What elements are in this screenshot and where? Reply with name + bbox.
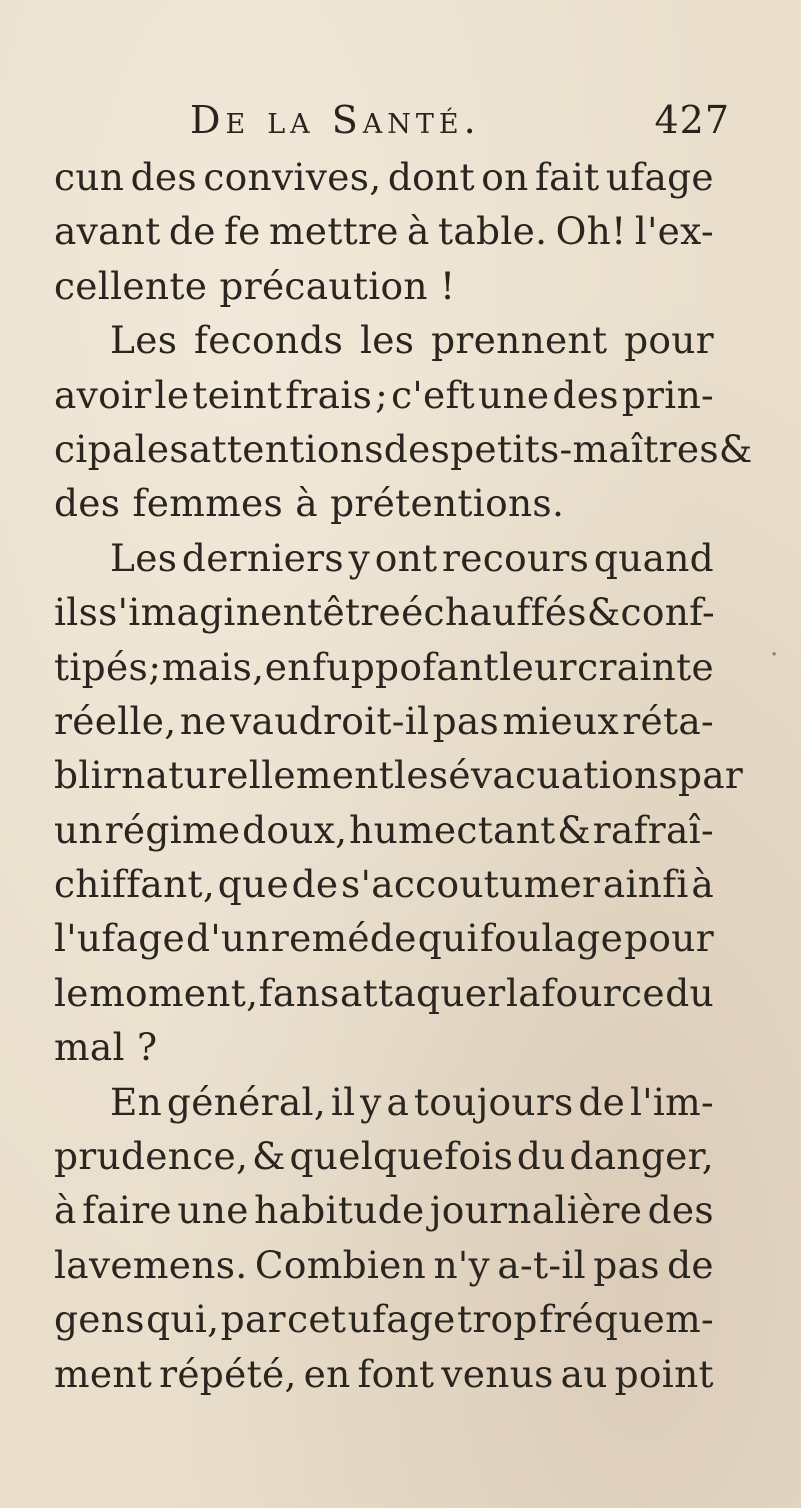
- word: leur: [499, 644, 577, 689]
- word: doux,: [242, 807, 348, 852]
- word: à: [407, 209, 430, 254]
- word: moment,: [89, 970, 259, 1015]
- word: qui: [417, 916, 479, 961]
- word: Oh!: [555, 209, 627, 254]
- word: &: [557, 807, 591, 852]
- word: ;: [375, 372, 389, 417]
- text-line: [54, 531, 714, 585]
- word: répété,: [159, 1351, 297, 1396]
- word: fréquem-: [539, 1297, 714, 1342]
- text-line: [54, 640, 714, 694]
- word: s'accoutumer: [341, 862, 601, 907]
- word: de: [291, 862, 339, 907]
- word: une: [177, 1188, 249, 1233]
- word: fe: [224, 209, 261, 254]
- word: teint: [192, 372, 283, 417]
- word: petits-maîtres: [450, 426, 719, 471]
- word: de: [168, 209, 216, 254]
- word: les: [394, 753, 449, 798]
- word: fuppofant: [312, 644, 499, 689]
- word: ufage: [605, 155, 714, 199]
- line-text: des femmes à prétentions.: [54, 481, 565, 526]
- text-line: [54, 748, 744, 802]
- word: y: [360, 1079, 382, 1124]
- word: des: [383, 426, 451, 471]
- word: fait: [534, 155, 600, 199]
- word: par: [220, 1297, 286, 1342]
- word: prin-: [621, 372, 714, 417]
- word: venus: [441, 1351, 554, 1396]
- word: dont: [387, 155, 475, 199]
- word: à: [54, 1188, 77, 1233]
- word: journalière: [429, 1188, 643, 1233]
- word: naturellement: [121, 753, 395, 798]
- word: mais,: [161, 644, 265, 689]
- word: danger,: [569, 1134, 714, 1179]
- word: quelquefois: [289, 1134, 514, 1179]
- text-line: [54, 1183, 714, 1237]
- word: ;: [148, 644, 162, 689]
- text-line: [54, 368, 714, 422]
- word: y: [348, 535, 371, 580]
- word: avoir: [54, 372, 152, 417]
- word: ainfi: [602, 862, 689, 907]
- word: lavemens.: [54, 1242, 248, 1287]
- word: l'ufage: [54, 916, 185, 961]
- word: pour: [624, 318, 714, 363]
- word: Combien: [254, 1242, 427, 1287]
- word: toujours: [413, 1079, 574, 1124]
- word: être: [322, 590, 402, 635]
- word: du: [665, 970, 714, 1015]
- word: blir: [54, 753, 122, 798]
- word: du: [516, 1134, 566, 1179]
- text-line: [54, 1292, 714, 1346]
- word: feconds: [194, 318, 344, 363]
- word: ne: [179, 698, 227, 743]
- page-number: 427: [654, 98, 730, 142]
- word: font: [357, 1351, 435, 1396]
- word: réta-: [622, 698, 714, 743]
- word: foulage: [479, 916, 624, 961]
- word: ufage: [347, 1297, 456, 1342]
- margin-speck: ·: [770, 640, 779, 670]
- text-line: [54, 422, 753, 476]
- word: mettre: [268, 209, 399, 254]
- text-line: [54, 1347, 714, 1401]
- word: fans: [258, 970, 340, 1015]
- text-line: [54, 313, 714, 367]
- word: En: [110, 1079, 163, 1124]
- word: chiffant,: [54, 862, 216, 907]
- word: l'ex-: [634, 209, 714, 254]
- word: prudence,: [54, 1134, 249, 1179]
- text-line: [54, 259, 714, 313]
- word: une: [478, 372, 550, 417]
- word: l'im-: [629, 1079, 714, 1124]
- word: en: [303, 1351, 351, 1396]
- word: en: [264, 644, 312, 689]
- word: pas: [593, 1242, 660, 1287]
- text-line: [54, 803, 714, 857]
- word: à: [691, 862, 714, 907]
- word: faire: [82, 1188, 172, 1233]
- word: de: [578, 1079, 626, 1124]
- word: évacuations: [448, 753, 678, 798]
- word: point: [614, 1351, 714, 1396]
- word: réelle,: [54, 698, 177, 743]
- word: habitude: [254, 1188, 425, 1233]
- word: attentions: [188, 426, 384, 471]
- word: mieux: [502, 698, 619, 743]
- word: qui,: [146, 1297, 220, 1342]
- word: &: [586, 590, 621, 635]
- text-line: [54, 911, 714, 965]
- word: ont: [374, 535, 438, 580]
- running-title: De la Santé.: [190, 98, 481, 142]
- word: le: [154, 372, 190, 417]
- word: gens: [54, 1297, 145, 1342]
- text-line: [54, 1020, 714, 1074]
- word: que: [217, 862, 289, 907]
- word: recours: [442, 535, 590, 580]
- word: on: [481, 155, 529, 199]
- text-line: [54, 1129, 714, 1183]
- word: vaudroit-il: [230, 698, 430, 743]
- word: les: [359, 318, 415, 363]
- text-line: [54, 857, 714, 911]
- word: trop: [456, 1297, 538, 1342]
- line-text: cellente précaution !: [54, 263, 456, 308]
- word: Les: [110, 535, 178, 580]
- text-line: [54, 476, 714, 530]
- word: cet: [287, 1297, 347, 1342]
- word: de: [667, 1242, 714, 1287]
- word: attaquer: [340, 970, 506, 1015]
- line-text: mal ?: [54, 1025, 158, 1070]
- word: tipés: [54, 644, 149, 689]
- text-line: [54, 1075, 714, 1129]
- body-text: [54, 150, 753, 1401]
- word: des: [130, 155, 197, 199]
- word: pas: [432, 698, 500, 743]
- word: &: [252, 1134, 286, 1179]
- word: avant: [54, 209, 161, 254]
- word: convives,: [203, 155, 382, 199]
- text-line: [54, 966, 714, 1020]
- word: cun: [54, 155, 125, 199]
- word: conf-: [620, 590, 715, 635]
- word: a-t-il: [497, 1242, 586, 1287]
- word: pour: [624, 916, 714, 961]
- text-line: [54, 694, 714, 748]
- word: Les: [110, 318, 178, 363]
- word: le: [54, 970, 89, 1015]
- word: crainte: [577, 644, 714, 689]
- word: échauffés: [401, 590, 587, 635]
- word: d'un: [186, 916, 270, 961]
- word: s'imaginent: [98, 590, 323, 635]
- word: des: [647, 1188, 714, 1233]
- running-head: [190, 98, 730, 150]
- word: humectant: [349, 807, 556, 852]
- text-line: [54, 150, 714, 204]
- word: ils: [54, 590, 99, 635]
- word: fource: [541, 970, 665, 1015]
- word: rafraî-: [592, 807, 714, 852]
- word: au: [560, 1351, 608, 1396]
- word: a: [386, 1079, 410, 1124]
- word: général,: [166, 1079, 327, 1124]
- word: cipales: [54, 426, 189, 471]
- word: des: [552, 372, 619, 417]
- word: &: [718, 426, 753, 471]
- word: par: [677, 753, 744, 798]
- word: quand: [593, 535, 714, 580]
- text-line: [54, 1238, 714, 1292]
- word: ment: [54, 1351, 153, 1396]
- word: la: [505, 970, 541, 1015]
- word: régime: [104, 807, 241, 852]
- word: reméde: [270, 916, 417, 961]
- word: il: [330, 1079, 356, 1124]
- text-line: [54, 585, 714, 639]
- word: c'eft: [391, 372, 476, 417]
- word: derniers: [181, 535, 344, 580]
- text-line: [54, 204, 714, 258]
- word: un: [54, 807, 103, 852]
- word: n'y: [433, 1242, 491, 1287]
- word: frais: [285, 372, 373, 417]
- word: table.: [438, 209, 548, 254]
- word: prennent: [431, 318, 608, 363]
